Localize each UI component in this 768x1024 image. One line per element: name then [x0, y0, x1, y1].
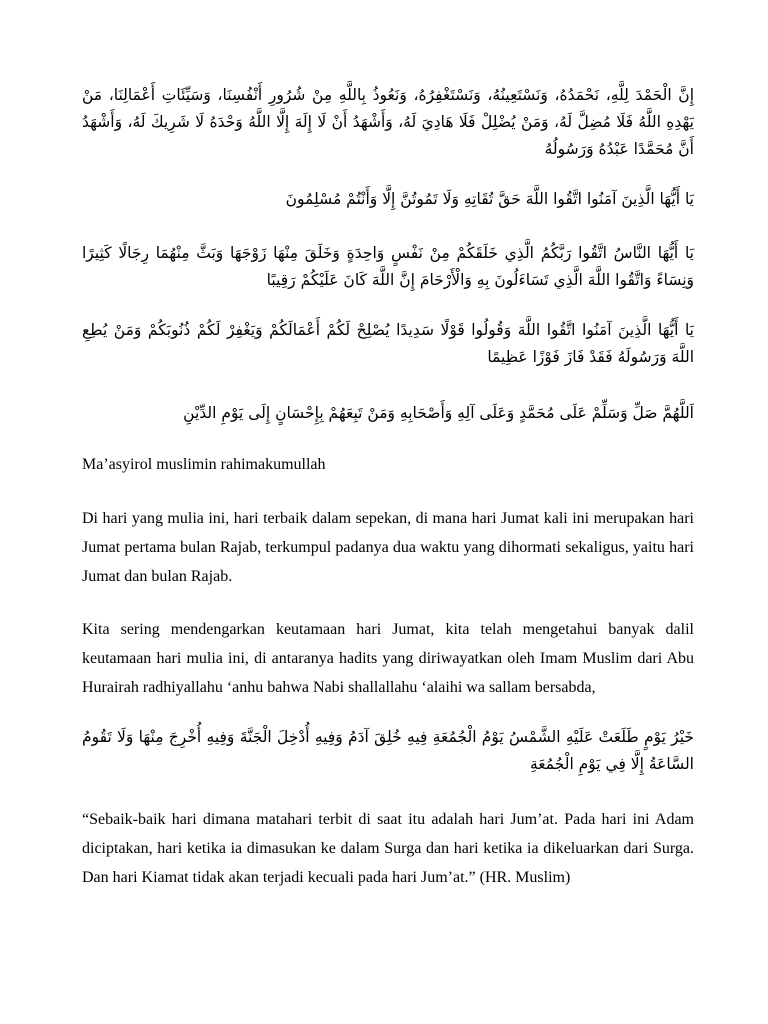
arabic-verse-an-nisa: يَا أَيُّهَا النَّاسُ اتَّقُوا رَبَّكُمُ الَّذِي خَلَقَكُمْ مِنْ نَفْسٍ وَاحِدَةٍ وَخَلَقَ مِنْهَا زَوْجَهَا وَبَثَّ مِنْهُمَا رِجَالًا كَثِيرًا وَنِسَاءً وَاتَّقُوا اللَّهَ الَّذِي تَسَاءَلُونَ بِهِ وَالْأَرْحَامَ إِنَّ اللَّهَ كَانَ عَلَيْكُمْ رَقِيبًا [82, 244, 694, 289]
greeting-line: Ma’asyirol muslimin rahimakumullah [82, 456, 326, 473]
paragraph-hadith-translation: “Sebaik-baik hari dimana matahari terbit di saat itu adalah hari Jum’at. Pada hari ini Adam diciptakan, hari ketika ia dimasukan ke dalam Surga dan hari ketika ia dikeluarkan dari Surga. Dan hari Kiamat tidak akan terjadi kecuali pada hari Jum’at.” (HR. Muslim) [82, 811, 694, 886]
arabic-verse-ali-imran: يَا أَيُّهَا الَّذِينَ آمَنُوا اتَّقُوا اللَّهَ حَقَّ تُقَاتِهِ وَلَا تَمُوتُنَّ إِلَّا وَأَنْتُمْ مُسْلِمُونَ [285, 190, 694, 208]
paragraph-hadith-intro: Kita sering mendengarkan keutamaan hari Jumat, kita telah mengetahui banyak dalil keutamaan hari mulia ini, di antaranya hadits yang diriwayatkan oleh Imam Muslim dari Abu Hurairah radhiyallahu ‘anhu bahwa Nabi shallallahu ‘alaihi wa sallam bersabda, [82, 621, 694, 696]
arabic-verse-al-ahzab: يَا أَيُّهَا الَّذِينَ آمَنُوا اتَّقُوا اللَّهَ وَقُولُوا قَوْلًا سَدِيدًا يُصْلِحْ لَكُمْ أَعْمَالَكُمْ وَيَغْفِرْ لَكُمْ ذُنُوبَكُمْ وَمَنْ يُطِعِ اللَّهَ وَرَسُولَهُ فَقَدْ فَازَ فَوْزًا عَظِيمًا [82, 321, 694, 366]
arabic-salawat: اَللَّهُمَّ صَلِّ وَسَلِّمْ عَلَى مُحَمَّدٍ وَعَلَى آلِهِ وَأَصْحَابِهِ وَمَنْ تَبِعَهُمْ بِإِحْسَانٍ إِلَى يَوْمِ الدِّيْنِ [183, 404, 694, 422]
document-page [82, 82, 694, 892]
paragraph-intro: Di hari yang mulia ini, hari terbaik dalam sepekan, di mana hari Jumat kali ini merupakan hari Jumat pertama bulan Rajab, terkumpul padanya dua waktu yang dihormati sekaligus, yaitu hari Jumat dan bulan Rajab. [82, 510, 694, 585]
arabic-opening-praise: إِنَّ الْحَمْدَ لِلَّهِ، نَحْمَدُهُ، وَنَسْتَعِينُهُ، وَنَسْتَغْفِرُهُ، وَنَعُوذُ بِاللَّهِ مِنْ شُرُورِ أَنْفُسِنَا، وَسَيِّئَاتِ أَعْمَالِنَا، مَنْ يَهْدِهِ اللَّهُ فَلَا مُضِلَّ لَهُ، وَمَنْ يُضْلِلْ فَلَا هَادِيَ لَهُ، وَأَشْهَدُ أَنْ لَا إِلَهَ إِلَّا اللَّهُ وَحْدَهُ لَا شَرِيكَ لَهُ، وَأَشْهَدُ أَنَّ مُحَمَّدًا عَبْدُهُ وَرَسُولُهُ [82, 86, 694, 158]
arabic-hadith: خَيْرُ يَوْمٍ طَلَعَتْ عَلَيْهِ الشَّمْسُ يَوْمُ الْجُمُعَةِ فِيهِ خُلِقَ آدَمُ وَفِيهِ أُدْخِلَ الْجَنَّةَ وَفِيهِ أُخْرِجَ مِنْهَا وَلَا تَقُومُ السَّاعَةُ إِلَّا فِي يَوْمِ الْجُمُعَةِ [82, 728, 694, 773]
